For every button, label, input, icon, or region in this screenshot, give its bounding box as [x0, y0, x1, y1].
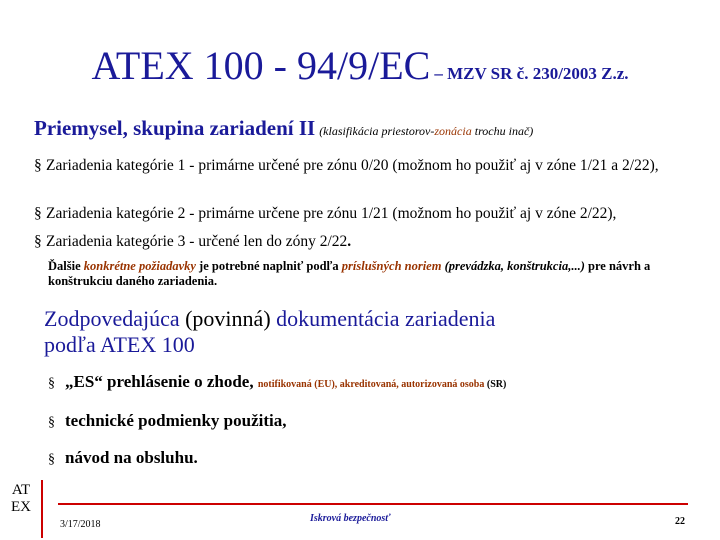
- bullet-category-1: [34, 156, 694, 175]
- doc-item-note-end: (SR): [484, 379, 507, 390]
- bullet-category-3: [34, 232, 694, 251]
- section-heading-main: Priemysel, skupina zariadení II: [34, 116, 316, 140]
- extra-part-1: Ďalšie: [48, 259, 84, 273]
- note-zonacia: zonácia: [434, 124, 472, 138]
- doc-heading-b: (povinná): [185, 306, 271, 331]
- extra-part-4: pre návrh a konštrukciu daného zariadenia.: [48, 259, 651, 288]
- bullet-text-main: Zariadenia kategórie 3 - určené len do zóny 2/22: [46, 233, 348, 250]
- slide-title: [0, 42, 720, 89]
- footer-vertical-rule: [41, 480, 43, 538]
- footer-title: Iskrová bezpečnosť: [310, 513, 391, 524]
- bullet-category-2: [34, 204, 704, 223]
- note-part-b: trochu inač): [471, 124, 534, 138]
- atex-logo: [6, 482, 36, 516]
- doc-item-manual: [48, 448, 198, 468]
- note-part-a: (klasifikácia priestorov-: [319, 124, 435, 138]
- doc-item-text: technické podmienky použitia,: [65, 411, 287, 430]
- extra-red-2: príslušných noriem: [341, 259, 442, 273]
- documentation-heading: [44, 306, 664, 358]
- doc-item-text: návod na obsluhu.: [65, 448, 198, 467]
- section-heading-note: [319, 124, 533, 138]
- page-number: 22: [675, 516, 685, 527]
- logo-line-1: AT: [11, 482, 31, 498]
- bullet-marker-icon: §: [34, 205, 42, 222]
- logo-line-2: EX: [11, 499, 31, 515]
- doc-heading-line2: podľa ATEX 100: [44, 332, 195, 357]
- footer-horizontal-rule: [58, 503, 688, 505]
- extra-red-1: konkrétne požiadavky: [83, 259, 196, 273]
- section-heading: [34, 116, 533, 141]
- title-sub: – MZV SR č. 230/2003 Z.z.: [434, 64, 629, 83]
- doc-item-technical-conditions: [48, 411, 287, 431]
- extra-italic: (prevádzka, konštrukcia,...): [444, 259, 585, 273]
- extra-requirements-text: [48, 259, 688, 289]
- bullet-marker-icon: §: [48, 452, 55, 467]
- footer-date: 3/17/2018: [60, 519, 101, 530]
- bullet-text: Zariadenia kategórie 1 - primárne určené pre zónu 0/20 (možnom ho použiť aj v zóne 1/21 a 2/22),: [46, 157, 659, 174]
- bullet-marker-icon: §: [34, 233, 42, 250]
- doc-item-note-red: notifikovaná (EU), akreditovaná, autorizovaná osoba: [257, 379, 485, 390]
- doc-heading-c: dokumentácia zariadenia: [270, 306, 496, 331]
- bullet-marker-icon: §: [48, 415, 55, 430]
- doc-heading-a: Zodpovedajúca: [44, 306, 186, 331]
- title-main: ATEX 100 - 94/9/EC: [91, 43, 431, 88]
- bullet-text-end: .: [347, 233, 352, 250]
- bullet-text: Zariadenia kategórie 2 - primárne určene pre zónu 1/21 (možnom ho použiť aj v zóne 2/22),: [46, 205, 617, 222]
- extra-part-2: je potrebné naplniť podľa: [195, 259, 342, 273]
- bullet-text: [34, 232, 694, 251]
- doc-item-declaration: [48, 372, 506, 392]
- bullet-marker-icon: §: [34, 157, 42, 174]
- bullet-marker-icon: §: [48, 376, 55, 391]
- doc-item-note: [258, 379, 506, 390]
- doc-item-text: „ES“ prehlásenie o zhode,: [65, 372, 254, 391]
